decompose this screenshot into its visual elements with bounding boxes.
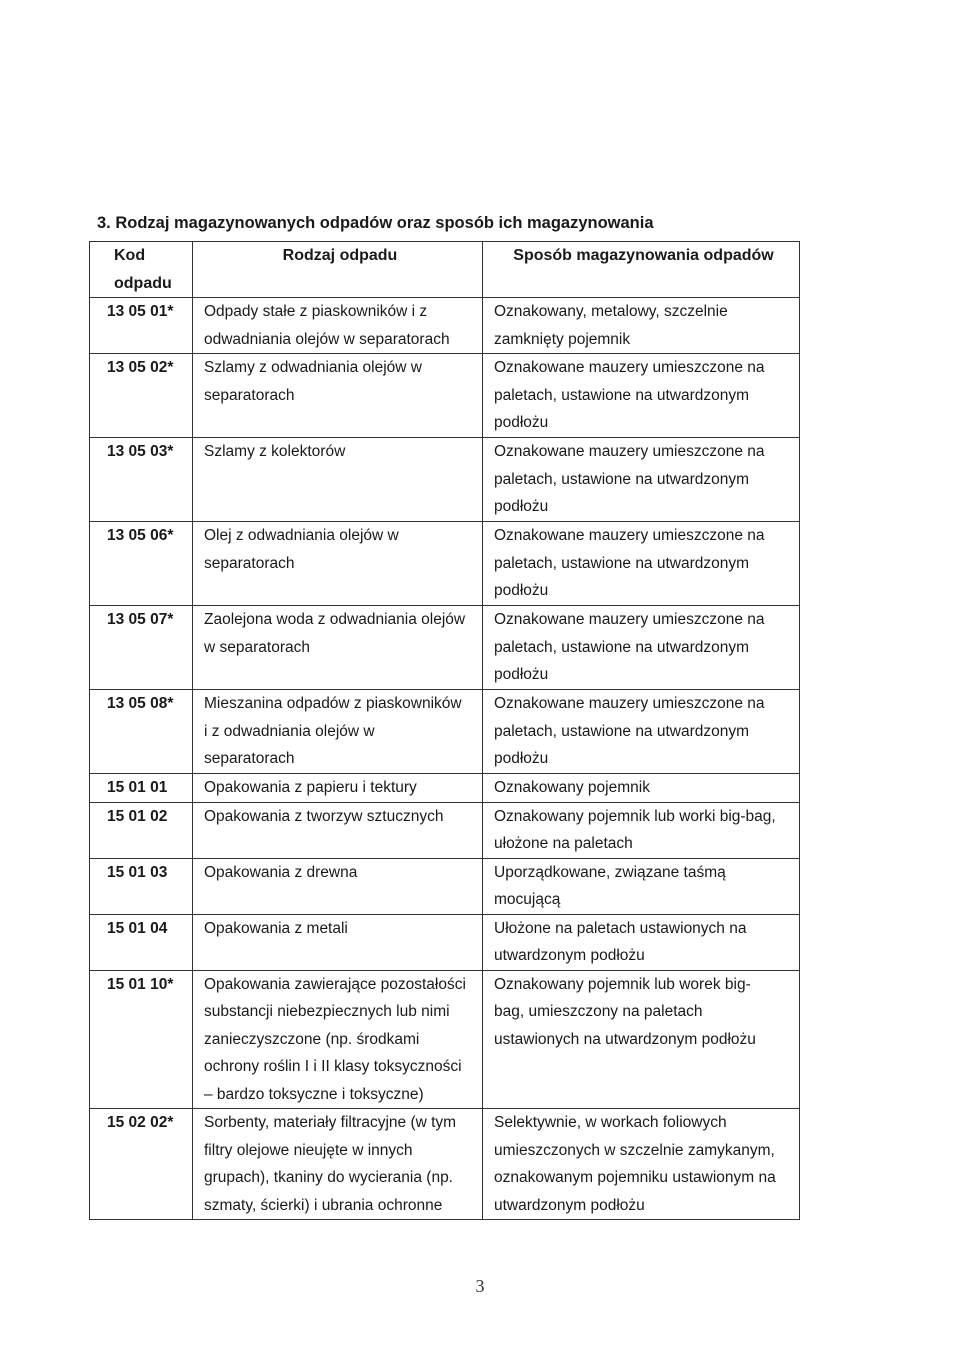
storage-method-line: utwardzonym podłożu [494,1196,645,1214]
storage-method [483,354,800,438]
waste-type-line: szmaty, ścierki) i ubrania ochronne [204,1196,443,1214]
storage-method-line: paletach, ustawione na utwardzonym [494,722,750,740]
table-row [90,354,800,438]
waste-type-line: w separatorach [204,638,310,656]
waste-type-line: Szlamy z odwadniania olejów w [204,359,422,376]
storage-method-line: Oznakowane mauzery umieszczone na [494,359,765,376]
waste-code: 15 01 10* [90,970,193,1109]
storage-method-line: Oznakowany, metalowy, szczelnie [494,303,728,320]
waste-type-line: separatorach [204,386,295,404]
waste-type-line: substancji niebezpiecznych lub nimi [204,1003,450,1020]
storage-method-line: Oznakowany pojemnik lub worki big-bag, [494,807,776,825]
table-row [90,522,800,606]
waste-type [193,606,483,690]
waste-type-line: Szlamy z kolektorów [204,443,346,460]
waste-type-line: separatorach [204,750,295,767]
waste-type-line: Olej z odwadniania olejów w [204,527,399,544]
waste-type-line: filtry olejowe nieujęte w innych [204,1141,413,1159]
table-row [90,970,800,1109]
waste-code: 13 05 02* [90,354,193,438]
waste-code: 15 01 03 [90,858,193,914]
table-row [90,858,800,914]
storage-method-line: oznakowanym pojemniku ustawionym na [494,1169,776,1186]
waste-code: 15 02 02* [90,1109,193,1220]
waste-type-line: odwadniania olejów w separatorach [204,330,450,348]
storage-method-line: podłożu [494,414,549,431]
storage-method-line: ułożone na paletach [494,835,633,852]
table-row [90,298,800,354]
storage-method-line: Oznakowane mauzery umieszczone na [494,527,765,544]
header-storage-method: Sposób magazynowania odpadów [483,242,800,298]
waste-type-line: ochrony roślin I i II klasy toksyczności [204,1058,462,1075]
storage-method [483,914,800,970]
storage-method-line: zamknięty pojemnik [494,330,631,348]
storage-method-line: podłożu [494,582,549,599]
waste-type [193,802,483,858]
waste-type-line: Odpady stałe z piaskowników i z [204,303,428,320]
waste-code: 15 01 04 [90,914,193,970]
storage-method [483,1109,800,1220]
waste-type-line: Sorbenty, materiały filtracyjne (w tym [204,1114,457,1131]
header-code [90,242,193,298]
storage-method-line: podłożu [494,498,549,515]
waste-type [193,970,483,1109]
waste-type [193,858,483,914]
table-row [90,1109,800,1220]
storage-method-line: Ułożone na paletach ustawionych na [494,919,747,937]
waste-type-line: Opakowania z papieru i tektury [204,779,417,796]
storage-method-line: paletach, ustawione na utwardzonym [494,386,750,404]
waste-type-line: Opakowania z drewna [204,863,358,881]
waste-type [193,690,483,774]
header-code-line: odpadu [114,274,172,292]
storage-method [483,802,800,858]
storage-method [483,298,800,354]
storage-method [483,690,800,774]
waste-code: 13 05 07* [90,606,193,690]
waste-code: 13 05 06* [90,522,193,606]
storage-method-line: podłożu [494,750,549,767]
table-row [90,914,800,970]
storage-method-line: Oznakowane mauzery umieszczone na [494,443,765,460]
storage-method [483,970,800,1109]
waste-type-line: separatorach [204,554,295,572]
waste-type [193,522,483,606]
page-number: 3 [475,1276,485,1296]
waste-type [193,1109,483,1220]
waste-code: 13 05 08* [90,690,193,774]
waste-type-line: i z odwadniania olejów w [204,722,375,740]
storage-method-line: Selektywnie, w workach foliowych [494,1114,727,1131]
waste-type [193,438,483,522]
storage-method [483,774,800,803]
waste-type-line: grupach), tkaniny do wycierania (np. [204,1169,453,1186]
waste-type [193,774,483,803]
storage-method-line: bag, umieszczony na paletach [494,1003,703,1020]
waste-type [193,914,483,970]
storage-method-line: paletach, ustawione na utwardzonym [494,554,750,572]
storage-method-line: umieszczonych w szczelnie zamykanym, [494,1141,775,1159]
storage-method-line: ustawionych na utwardzonym podłożu [494,1030,756,1048]
storage-method [483,858,800,914]
waste-storage-table [89,241,800,1220]
storage-method-line: podłożu [494,666,549,683]
storage-method-line: Oznakowany pojemnik lub worek big- [494,975,751,993]
waste-type-line: zanieczyszczone (np. środkami [204,1030,420,1048]
storage-method-line: Uporządkowane, związane taśmą [494,863,726,881]
waste-type-line: Mieszanina odpadów z piaskowników [204,695,462,712]
table-header-row [90,242,800,298]
waste-type-line: – bardzo toksyczne i toksyczne) [204,1085,424,1103]
storage-method-line: paletach, ustawione na utwardzonym [494,470,750,488]
waste-type-line: Zaolejona woda z odwadniania olejów [204,611,466,628]
table-row [90,438,800,522]
table-row [90,606,800,690]
storage-method [483,606,800,690]
waste-type-line: Opakowania z metali [204,919,348,937]
section-title: 3. Rodzaj magazynowanych odpadów oraz sposób ich magazynowania [97,214,654,232]
storage-method-line: Oznakowany pojemnik [494,779,650,796]
waste-code: 13 05 01* [90,298,193,354]
table-row [90,690,800,774]
storage-method [483,522,800,606]
waste-code: 15 01 02 [90,802,193,858]
storage-method-line: Oznakowane mauzery umieszczone na [494,695,765,712]
header-code-line: Kod [114,247,146,264]
storage-method-line: paletach, ustawione na utwardzonym [494,638,750,656]
table-row [90,774,800,803]
waste-type-line: Opakowania z tworzyw sztucznych [204,807,444,825]
waste-type [193,298,483,354]
waste-code: 13 05 03* [90,438,193,522]
waste-code: 15 01 01 [90,774,193,803]
waste-type [193,354,483,438]
waste-type-line: Opakowania zawierające pozostałości [204,975,466,993]
table-row [90,802,800,858]
storage-method-line: utwardzonym podłożu [494,947,645,964]
storage-method-line: mocującą [494,891,561,908]
storage-method [483,438,800,522]
storage-method-line: Oznakowane mauzery umieszczone na [494,611,765,628]
header-waste-type: Rodzaj odpadu [193,242,483,298]
